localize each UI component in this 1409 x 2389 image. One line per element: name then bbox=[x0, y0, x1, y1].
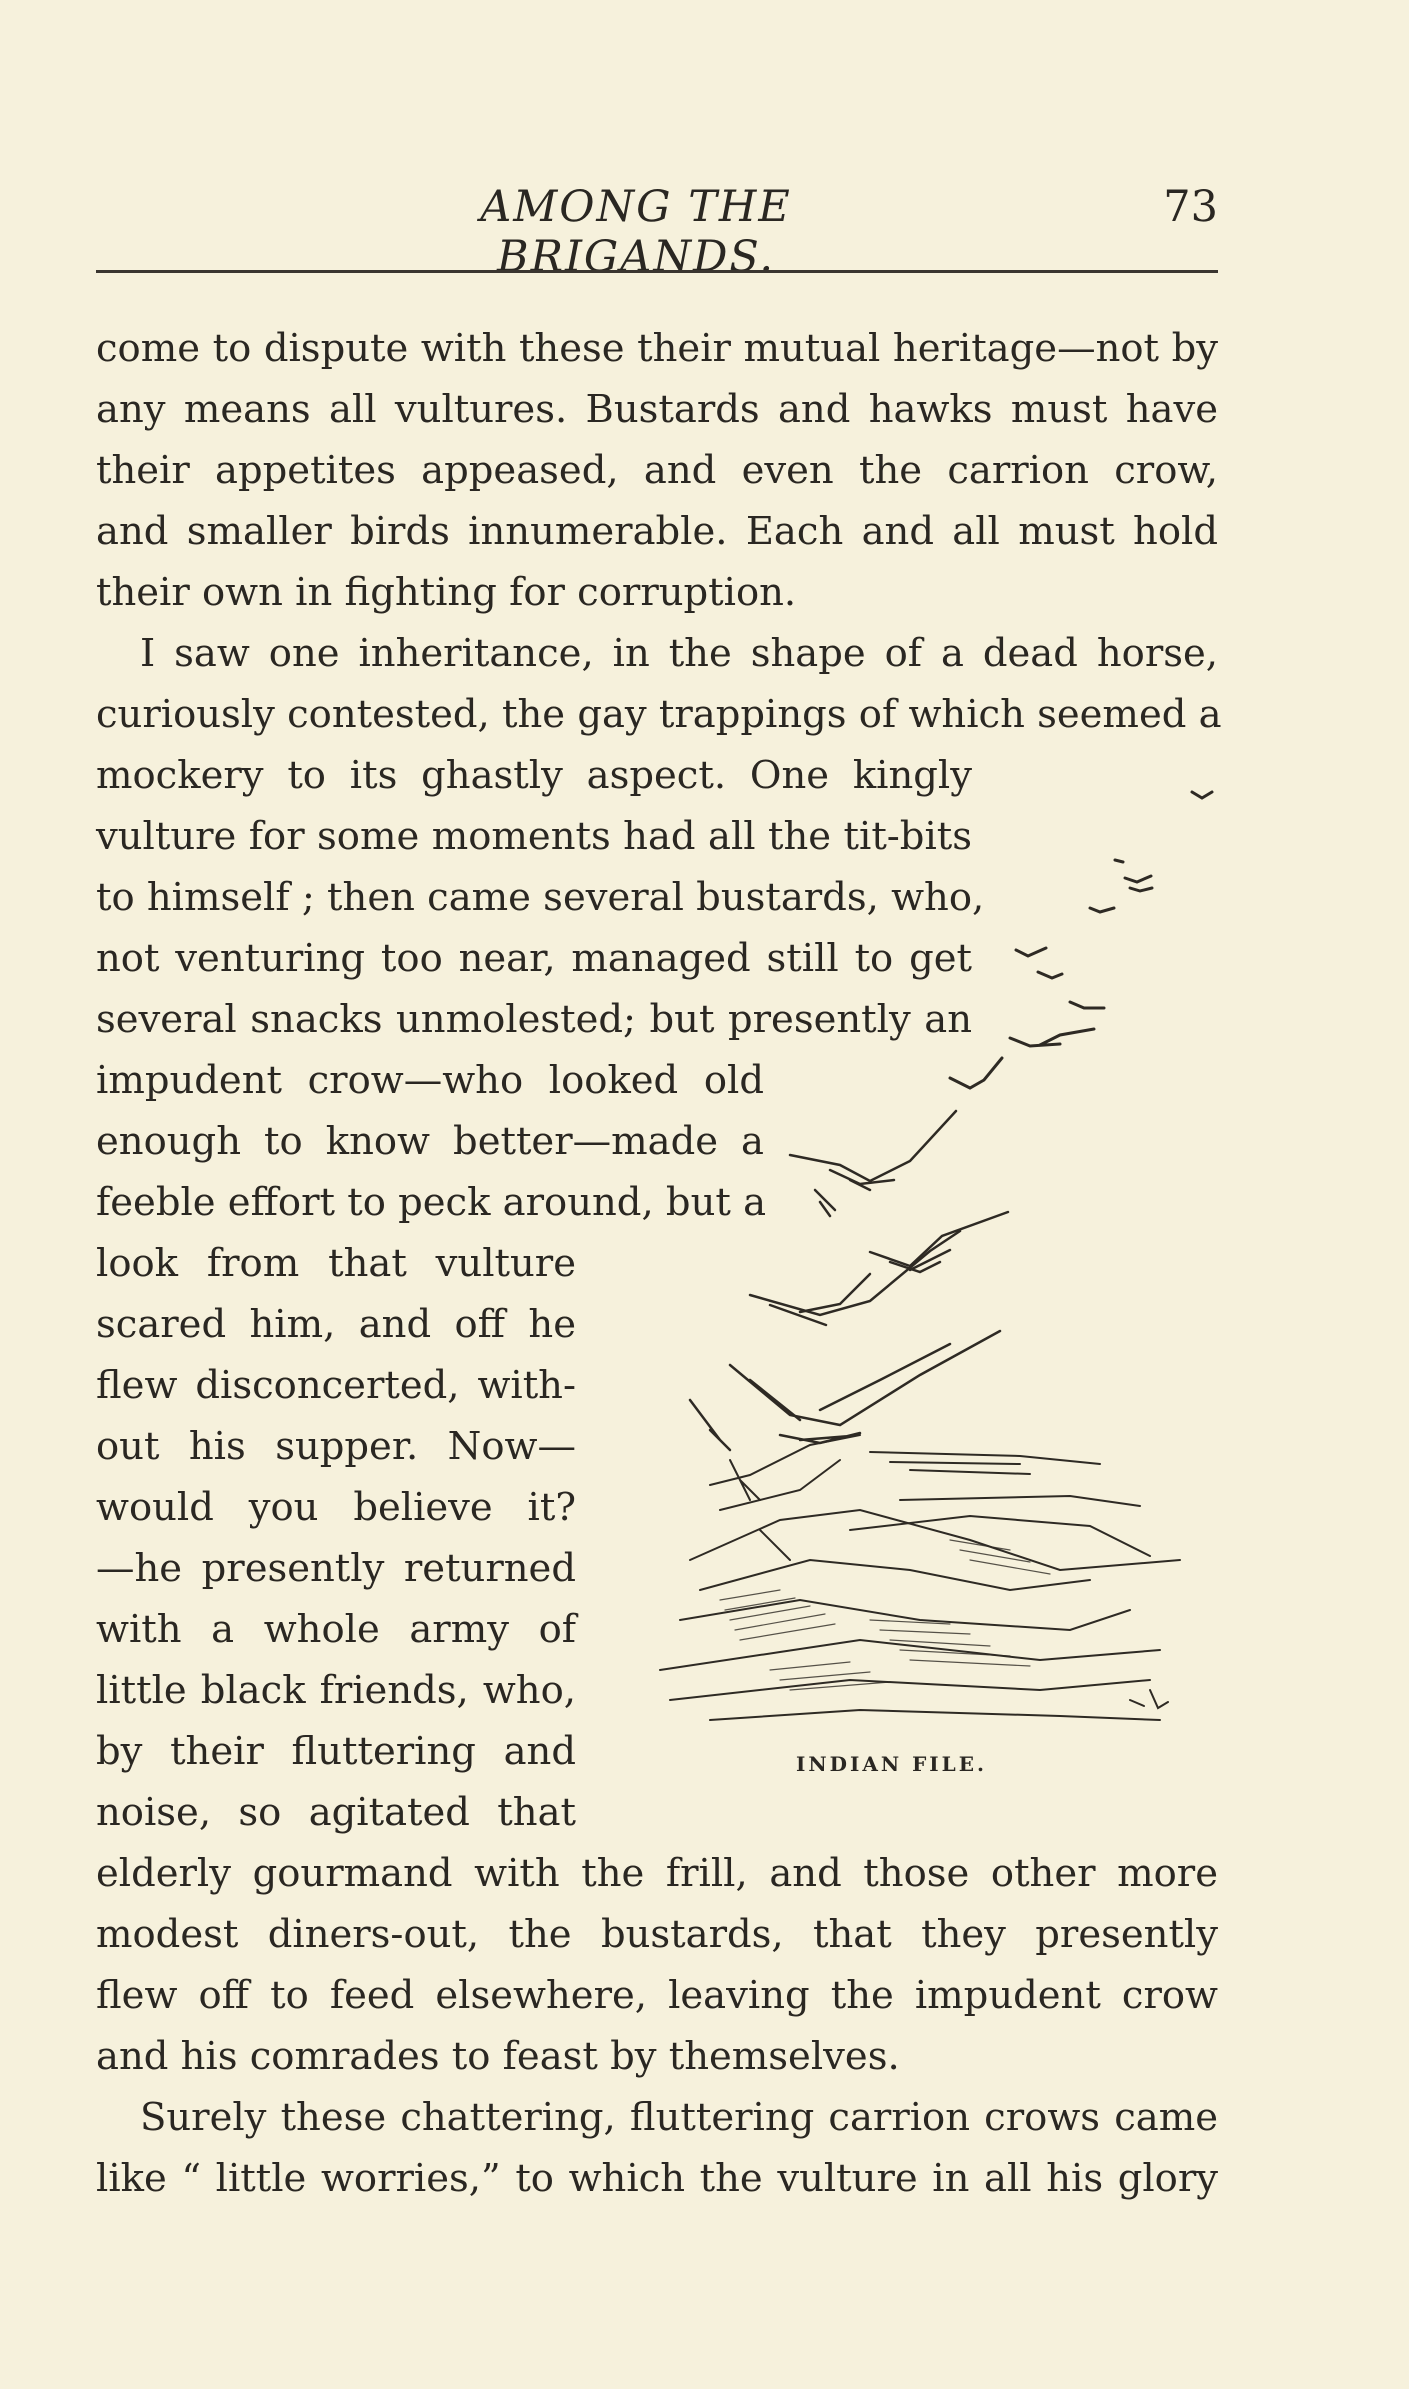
text-line: flew off to feed elsewhere, leaving the impudent crow bbox=[96, 1973, 1218, 2018]
text-line: curiously contested, the gay trappings of which seemed a bbox=[96, 692, 1222, 737]
text-line: little black friends, who, bbox=[96, 1668, 576, 1713]
text-line: feeble effort to peck around, but a bbox=[96, 1180, 767, 1225]
text-line: with a whole army of bbox=[96, 1607, 576, 1652]
text-line: and his comrades to feast by themselves. bbox=[96, 2034, 900, 2079]
text-line: not venturing too near, managed still to get bbox=[96, 936, 972, 981]
running-head bbox=[96, 182, 1218, 282]
text-line: impudent crow—who looked old bbox=[96, 1058, 764, 1103]
flying-birds bbox=[690, 1111, 1008, 1450]
text-line: their own in fighting for corruption. bbox=[96, 570, 797, 615]
text-line: look from that vulture bbox=[96, 1241, 576, 1286]
header-rule bbox=[96, 270, 1218, 273]
text-line: several snacks unmolested; but presently an bbox=[96, 997, 972, 1042]
text-line: by their fluttering and bbox=[96, 1729, 576, 1774]
text-line: any means all vultures. Bustards and hawks must have bbox=[96, 387, 1218, 432]
text-line: noise, so agitated that bbox=[96, 1790, 576, 1835]
text-line: out his supper. Now— bbox=[96, 1424, 576, 1469]
text-line: their appetites appeased, and even the carrion crow, bbox=[96, 448, 1218, 493]
text-line: and smaller birds innumerable. Each and all must hold bbox=[96, 509, 1218, 554]
text-line: modest diners-out, the bustards, that they presently bbox=[96, 1912, 1218, 1957]
page-number: 73 bbox=[1163, 182, 1218, 232]
text-line: I saw one inheritance, in the shape of a dead horse, bbox=[140, 631, 1218, 676]
text-line: mockery to its ghastly aspect. One kingly bbox=[96, 753, 972, 798]
indian-file-illustration bbox=[570, 740, 1230, 1740]
text-line: enough to know better—made a bbox=[96, 1119, 764, 1164]
distant-birds bbox=[950, 792, 1212, 1088]
carcass-scene bbox=[660, 1435, 1180, 1720]
text-line: like “ little worries,” to which the vulture in all his glory bbox=[96, 2156, 1218, 2201]
text-line: —he presently returned bbox=[96, 1546, 576, 1591]
text-line: flew disconcerted, with- bbox=[96, 1363, 576, 1408]
text-line: Surely these chattering, fluttering carrion crows came bbox=[140, 2095, 1218, 2140]
text-line: to himself ; then came several bustards, who, bbox=[96, 875, 985, 920]
text-line: come to dispute with these their mutual heritage—not by bbox=[96, 326, 1218, 371]
text-line: would you believe it? bbox=[96, 1485, 576, 1530]
text-line: scared him, and off he bbox=[96, 1302, 576, 1347]
figure-caption: INDIAN FILE. bbox=[796, 1752, 987, 1776]
text-line: elderly gourmand with the frill, and those other more bbox=[96, 1851, 1218, 1896]
running-title: AMONG THE BRIGANDS. bbox=[480, 182, 792, 282]
text-line: vulture for some moments had all the tit-bits bbox=[96, 814, 972, 859]
